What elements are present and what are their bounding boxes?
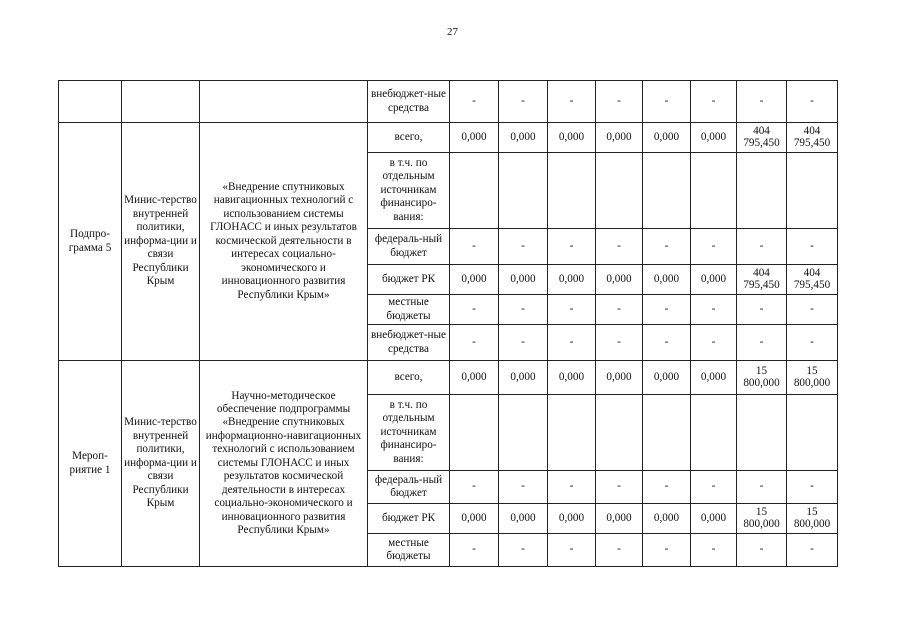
value-cell: -	[737, 471, 787, 504]
value-cell: 0,000	[450, 265, 499, 295]
value-cell: -	[499, 471, 548, 504]
funding-source-cell: федераль-ный бюджет	[368, 471, 450, 504]
value-cell: 0,000	[596, 504, 643, 534]
value-cell: -	[548, 229, 596, 265]
value-cell: -	[787, 471, 838, 504]
value-cell	[450, 395, 499, 471]
value-cell	[596, 153, 643, 229]
value-cell: -	[450, 471, 499, 504]
description-cell: Научно-методическое обеспечение подпрограммы «Внедрение спутниковых информационно-навигационных технологий с использованием системы ГЛОНАСС и иных результатов космической деятельности в интересах социально-экономического и инновационного развития Республики Крым»	[200, 361, 368, 567]
value-cell: -	[787, 295, 838, 325]
funding-source-cell: всего,	[368, 361, 450, 395]
value-cell: -	[499, 534, 548, 567]
value-cell: 0,000	[450, 361, 499, 395]
value-cell	[691, 153, 737, 229]
value-cell: -	[499, 295, 548, 325]
value-cell: 0,000	[643, 361, 691, 395]
value-cell: -	[548, 325, 596, 361]
value-cell: -	[643, 81, 691, 123]
funding-source-cell: внебюджет-ные средства	[368, 81, 450, 123]
funding-source-cell: федераль-ный бюджет	[368, 229, 450, 265]
value-cell: -	[643, 229, 691, 265]
value-cell: 15 800,000	[737, 361, 787, 395]
org-cell-empty	[122, 81, 200, 123]
value-cell	[596, 395, 643, 471]
table-row	[59, 123, 838, 153]
value-cell: -	[737, 534, 787, 567]
value-cell: -	[643, 325, 691, 361]
desc-cell-empty	[200, 81, 368, 123]
value-cell: -	[691, 81, 737, 123]
value-cell: 0,000	[596, 265, 643, 295]
funding-source-cell: всего,	[368, 123, 450, 153]
value-cell: 0,000	[596, 361, 643, 395]
value-cell: -	[450, 229, 499, 265]
value-cell: 404 795,450	[737, 123, 787, 153]
value-cell: -	[691, 471, 737, 504]
value-cell: 0,000	[691, 504, 737, 534]
value-cell: -	[737, 229, 787, 265]
value-cell: -	[691, 534, 737, 567]
value-cell: -	[643, 471, 691, 504]
table-row	[59, 361, 838, 395]
value-cell: -	[548, 81, 596, 123]
value-cell: -	[450, 81, 499, 123]
funding-source-cell: в т.ч. по отдельным источникам финансиро-вания:	[368, 153, 450, 229]
program-name-cell: Мероп-риятие 1	[59, 361, 122, 567]
funding-source-cell: бюджет РК	[368, 265, 450, 295]
value-cell: 0,000	[450, 123, 499, 153]
value-cell: -	[450, 534, 499, 567]
value-cell: 15 800,000	[787, 504, 838, 534]
value-cell: 0,000	[548, 123, 596, 153]
value-cell: 404 795,450	[787, 123, 838, 153]
value-cell	[787, 395, 838, 471]
budget-table	[58, 80, 838, 567]
value-cell: 0,000	[643, 504, 691, 534]
value-cell: -	[596, 229, 643, 265]
value-cell: 404 795,450	[787, 265, 838, 295]
value-cell	[548, 153, 596, 229]
value-cell: 0,000	[548, 504, 596, 534]
value-cell: -	[643, 295, 691, 325]
value-cell: -	[643, 534, 691, 567]
value-cell: -	[596, 325, 643, 361]
value-cell: 0,000	[499, 123, 548, 153]
value-cell: 0,000	[643, 123, 691, 153]
funding-source-cell: внебюджет-ные средства	[368, 325, 450, 361]
value-cell: 404 795,450	[737, 265, 787, 295]
value-cell: -	[737, 325, 787, 361]
value-cell: -	[596, 295, 643, 325]
value-cell: 0,000	[499, 265, 548, 295]
value-cell: 0,000	[691, 123, 737, 153]
value-cell: -	[450, 295, 499, 325]
responsible-org-cell: Минис-терство внутренней политики, информа-ции и связи Республики Крым	[122, 123, 200, 361]
value-cell: -	[787, 325, 838, 361]
value-cell: -	[596, 81, 643, 123]
value-cell: -	[450, 325, 499, 361]
value-cell	[450, 153, 499, 229]
value-cell	[691, 395, 737, 471]
value-cell: -	[787, 534, 838, 567]
value-cell	[499, 153, 548, 229]
value-cell: -	[787, 81, 838, 123]
value-cell: -	[596, 534, 643, 567]
value-cell: -	[548, 471, 596, 504]
page-number: 27	[447, 26, 458, 38]
value-cell: -	[499, 325, 548, 361]
funding-source-cell: местные бюджеты	[368, 295, 450, 325]
value-cell: -	[548, 534, 596, 567]
program-cell-empty	[59, 81, 122, 123]
value-cell	[548, 395, 596, 471]
value-cell: 0,000	[499, 361, 548, 395]
value-cell: 0,000	[450, 504, 499, 534]
funding-source-cell: в т.ч. по отдельным источникам финансиро-вания:	[368, 395, 450, 471]
funding-source-cell: бюджет РК	[368, 504, 450, 534]
value-cell	[643, 153, 691, 229]
table-row	[59, 81, 838, 123]
value-cell	[787, 153, 838, 229]
value-cell	[499, 395, 548, 471]
value-cell: 0,000	[548, 361, 596, 395]
value-cell: -	[499, 229, 548, 265]
value-cell: 0,000	[691, 361, 737, 395]
value-cell: 15 800,000	[787, 361, 838, 395]
value-cell	[643, 395, 691, 471]
value-cell: -	[737, 81, 787, 123]
value-cell: -	[548, 295, 596, 325]
value-cell: 0,000	[499, 504, 548, 534]
value-cell: 0,000	[691, 265, 737, 295]
value-cell: -	[691, 229, 737, 265]
value-cell: -	[787, 229, 838, 265]
value-cell: -	[691, 325, 737, 361]
value-cell	[737, 395, 787, 471]
responsible-org-cell: Минис-терство внутренней политики, информа-ции и связи Республики Крым	[122, 361, 200, 567]
value-cell: 0,000	[596, 123, 643, 153]
value-cell: 0,000	[548, 265, 596, 295]
value-cell: 15 800,000	[737, 504, 787, 534]
description-cell: «Внедрение спутниковых навигационных технологий с использованием системы ГЛОНАСС и иных результатов космической деятельности в интересах социально-экономического и инновационного развития Республики Крым»	[200, 123, 368, 361]
value-cell	[737, 153, 787, 229]
value-cell: -	[737, 295, 787, 325]
funding-source-cell: местные бюджеты	[368, 534, 450, 567]
value-cell: 0,000	[643, 265, 691, 295]
value-cell: -	[499, 81, 548, 123]
program-name-cell: Подпро-грамма 5	[59, 123, 122, 361]
value-cell: -	[691, 295, 737, 325]
value-cell: -	[596, 471, 643, 504]
